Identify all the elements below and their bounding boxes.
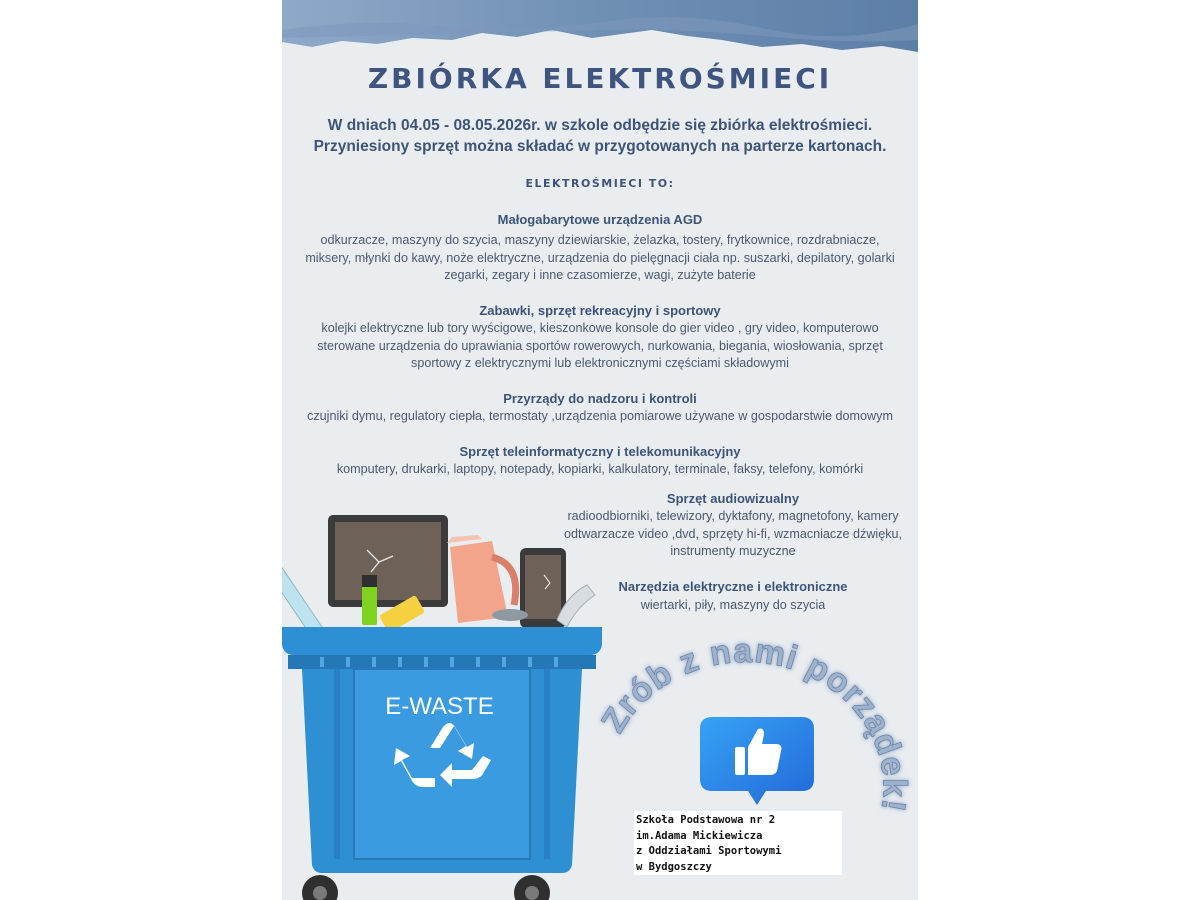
bin-label: E-WASTE bbox=[385, 693, 494, 720]
category-description-toys-sport: kolejki elektryczne lub tory wyścigowe, kieszonkowe konsole do gier video , gry video, komputerowo sterowane urządzenia do uprawiania sportów rowerowych, nurkowania, biegania, wiosłowania, sprzęt sportowy z elektrycznymi lub elektronicznymi częściami składowymi bbox=[317, 321, 883, 370]
slogan-text: Zrób z nami porządek! bbox=[594, 631, 914, 815]
intro-line-dates: W dniach 04.05 - 08.05.2026r. w szkole odbędzie się zbiórka elektrośmieci. bbox=[327, 117, 873, 134]
page-title: ZBIÓRKA ELEKTROŚMIECI bbox=[367, 62, 833, 95]
category-title-toys-sport: Zabawki, sprzęt rekreacyjny i sportowy bbox=[479, 303, 721, 318]
list-subheading: ELEKTROŚMIECI TO: bbox=[525, 177, 675, 190]
thumbs-up-icon bbox=[700, 717, 814, 807]
laptop-icon bbox=[328, 515, 448, 607]
category-description-it-telecom: komputery, drukarki, laptopy, notepady, kopiarki, kalkulatory, terminale, faksy, telefony, komórki bbox=[336, 462, 864, 476]
intro-line-boxes: Przyniesiony sprzęt można składać w przygotowanych na parterze kartonach. bbox=[313, 138, 887, 155]
school-line: Szkoła Podstawowa nr 2 bbox=[636, 814, 776, 826]
school-name-box bbox=[634, 811, 842, 875]
school-line: im.Adama Mickiewicza bbox=[636, 829, 763, 842]
category-title-tools: Narzędzia elektryczne i elektroniczne bbox=[618, 579, 848, 594]
category-description-agd: odkurzacze, maszyny do szycia, maszyny dziewiarskie, żelazka, tostery, frytkownice, rozdrabniacze, miksery, młynki do kawy, noże elektryczne, urządzenia do pielęgnacji ciała np. suszarki, depilatory, golarki zegarki, zegary i inne czasomierze, wagi, zużyte baterie bbox=[305, 233, 895, 282]
school-line: z Oddziałami Sportowymi bbox=[636, 845, 782, 857]
category-title-monitoring: Przyrządy do nadzoru i kontroli bbox=[503, 391, 697, 406]
category-description-monitoring: czujniki dymu, regulatory ciepła, termostaty ,urządzenia pomiarowe używane w gospodarstwie domowym bbox=[307, 409, 893, 423]
category-title-agd: Małogabarytowe urządzenia AGD bbox=[497, 212, 703, 227]
category-title-it-telecom: Sprzęt teleinformatyczny i telekomunikacyjny bbox=[459, 444, 741, 459]
category-description-audiovisual: radioodbiorniki, telewizory, dyktafony, magnetofony, kamery odtwarzacze video ,dvd, sprzęty hi-fi, wzmacniacze dźwięku, instrumenty muzyczne bbox=[563, 509, 903, 558]
school-line: w Bydgoszczy bbox=[636, 860, 712, 873]
watercolor-sky-banner bbox=[282, 0, 918, 70]
category-description-tools: wiertarki, piły, maszyny do szycia bbox=[640, 598, 826, 612]
category-title-audiovisual: Sprzęt audiowizualny bbox=[666, 491, 800, 506]
poster bbox=[282, 0, 918, 900]
